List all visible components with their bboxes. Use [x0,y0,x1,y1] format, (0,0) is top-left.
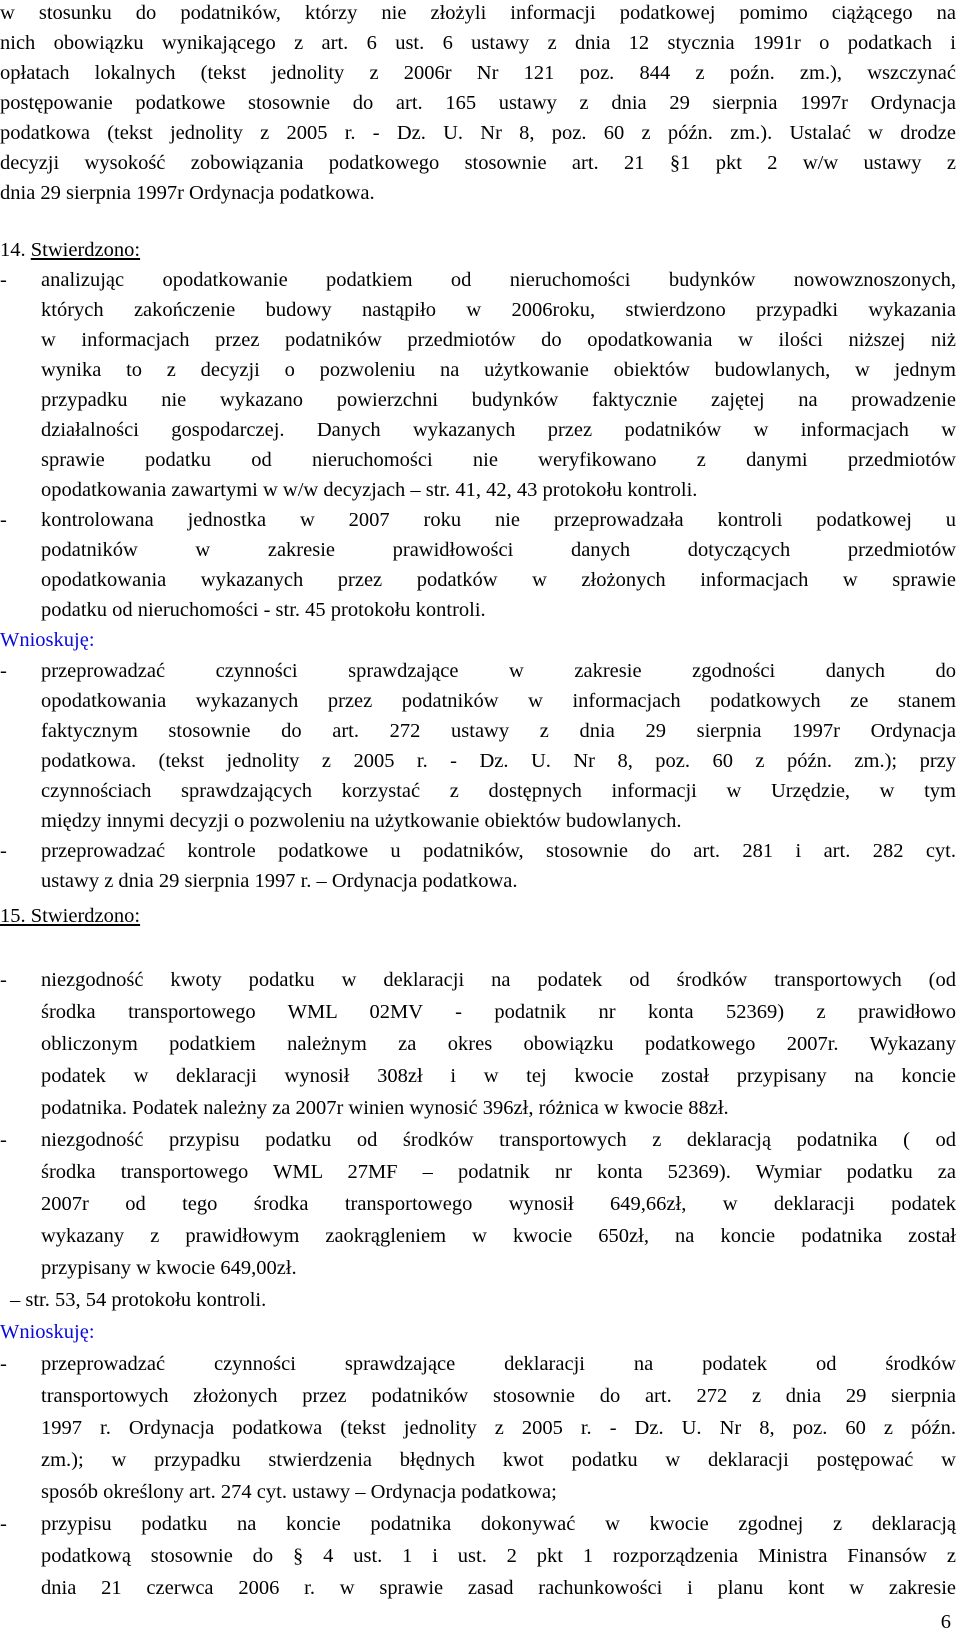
text-line: sprawie podatku od nieruchomości nie weryfikowano z danymi przedmiotów [41,449,956,471]
section-number: 14. [0,239,26,261]
text-line: opodatkowania wykazanych przez podatków w złożonych informacjach w sprawie [41,569,956,591]
text-line: przypadku nie wykazano powierzchni budynków faktycznie zajętej na prowadzenie [41,389,956,411]
page-number: 6 [940,1611,951,1633]
text-line: ustawy z dnia 29 sierpnia 1997 r. – Ordynacja podatkowa. [41,870,518,892]
text-line: faktycznym stosownie do art. 272 ustawy z dnia 29 sierpnia 1997r Ordynacja [41,720,956,742]
text-line: podatku od nieruchomości - str. 45 protokołu kontroli. [41,599,486,621]
text-line: analizując opodatkowanie podatkiem od nieruchomości budynków nowowznoszonych, [41,269,956,291]
text-line: środka transportowego WML 27MF – podatnik nr konta 52369). Wymiar podatku za [41,1161,956,1183]
list-dash: - [0,1513,7,1535]
text-line: czynnościach sprawdzających korzystać z dostępnych informacji w Urzędzie, w tym [41,780,956,802]
text-line: przypisany w kwocie 649,00zł. [41,1257,297,1279]
text-line: zm.); w przypadku stwierdzenia błędnych kwot podatku w deklaracji postępować w [41,1449,956,1471]
text-line: podatnika. Podatek należny za 2007r winien wynosić 396zł, różnica w kwocie 88zł. [41,1097,729,1119]
text-line: przeprowadzać czynności sprawdzające deklaracji na podatek od środków [41,1353,956,1375]
text-line: sposób określony art. 274 cyt. ustawy – Ordynacja podatkowa; [41,1481,557,1503]
text-line: opłatach lokalnych (tekst jednolity z 2006r Nr 121 poz. 844 z poźn. zm.), wszczynać [0,62,956,84]
recommendation-heading: Wnioskuję: [0,1321,95,1343]
text-line: decyzji wysokość zobowiązania podatkowego stosownie art. 21 §1 pkt 2 w/w ustawy z [0,152,956,174]
text-line: między innymi decyzji o pozwoleniu na użytkowanie obiektów budowlanych. [41,810,682,832]
list-dash: - [0,1129,7,1151]
text-line: podatkowa. (tekst jednolity z 2005 r. - Dz. U. Nr 8, poz. 60 z późn. zm.); przy [41,750,956,772]
list-dash: - [0,660,7,682]
text-line: dnia 29 sierpnia 1997r Ordynacja podatkowa. [0,182,375,204]
text-line: w informacjach przez podatników przedmiotów do opodatkowania w ilości niższej niż [41,329,956,351]
section-heading-label: Stwierdzono: [30,239,141,261]
text-line: podatek w deklaracji wynosił 308zł i w tej kwocie został przypisany na koncie [41,1065,956,1087]
text-line: przypisu podatku na koncie podatnika dokonywać w kwocie zgodnej z deklaracją [41,1513,956,1535]
list-dash: - [0,840,7,862]
text-line: przeprowadzać czynności sprawdzające w zakresie zgodności danych do [41,660,956,682]
section-heading: 15. Stwierdzono: [0,905,141,927]
text-line: przeprowadzać kontrole podatkowe u podatników, stosownie do art. 281 i art. 282 cyt. [41,840,956,862]
text-line: w stosunku do podatników, którzy nie złożyli informacji podatkowej pomimo ciążącego na [0,2,956,24]
text-line: podatkową stosownie do § 4 ust. 1 i ust. 2 pkt 1 rozporządzenia Ministra Finansów z [41,1545,956,1567]
text-line: 1997 r. Ordynacja podatkowa (tekst jednolity z 2005 r. - Dz. U. Nr 8, poz. 60 z późn. [41,1417,956,1439]
text-line: których zakończenie budowy nastąpiło w 2006roku, stwierdzono przypadki wykazania [41,299,956,321]
text-line: transportowych złożonych przez podatników stosownie do art. 272 z dnia 29 sierpnia [41,1385,956,1407]
recommendation-heading: Wnioskuję: [0,629,95,651]
text-line: środka transportowego WML 02MV - podatnik nr konta 52369) z prawidłowo [41,1001,956,1023]
text-line: opodatkowania wykazanych przez podatników w informacjach podatkowych ze stanem [41,690,956,712]
text-line: 2007r od tego środka transportowego wynosił 649,66zł, w deklaracji podatek [41,1193,956,1215]
text-line: obliczonym podatkiem należnym za okres obowiązku podatkowego 2007r. Wykazany [41,1033,956,1055]
text-line: wykazany z prawidłowym zaokrągleniem w kwocie 650zł, na koncie podatnika został [41,1225,956,1247]
text-line: dnia 21 czerwca 2006 r. w sprawie zasad rachunkowości i planu kont w zakresie [41,1577,956,1599]
list-dash: - [0,1353,7,1375]
list-dash: - [0,509,7,531]
text-line: postępowanie podatkowe stosownie do art. 165 ustawy z dnia 29 sierpnia 1997r Ordynacja [0,92,956,114]
text-line: niezgodność kwoty podatku w deklaracji na podatek od środków transportowych (od [41,969,956,991]
list-dash: - [0,269,7,291]
text-line: niezgodność przypisu podatku od środków transportowych z deklaracją podatnika ( od [41,1129,956,1151]
list-dash: - [0,969,7,991]
section-heading [0,240,140,261]
text-line: wynika to z decyzji o pozwoleniu na użytkowanie obiektów budowlanych, w jednym [41,359,956,381]
text-line: działalności gospodarczej. Danych wykazanych przez podatników w informacjach w [41,419,956,441]
protocol-reference: – str. 53, 54 protokołu kontroli. [10,1289,267,1311]
text-line: nich obowiązku wynikającego z art. 6 ust. 6 ustawy z dnia 12 stycznia 1991r o podatkach i [0,32,956,54]
text-line: opodatkowania zawartymi w w/w decyzjach – str. 41, 42, 43 protokołu kontroli. [41,479,698,501]
text-line: podatkowa (tekst jednolity z 2005 r. - Dz. U. Nr 8, poz. 60 z późn. zm.). Ustalać w drodze [0,122,956,144]
text-line: podatników w zakresie prawidłowości danych dotyczących przedmiotów [41,539,956,561]
text-line: kontrolowana jednostka w 2007 roku nie przeprowadzała kontroli podatkowej u [41,509,956,531]
